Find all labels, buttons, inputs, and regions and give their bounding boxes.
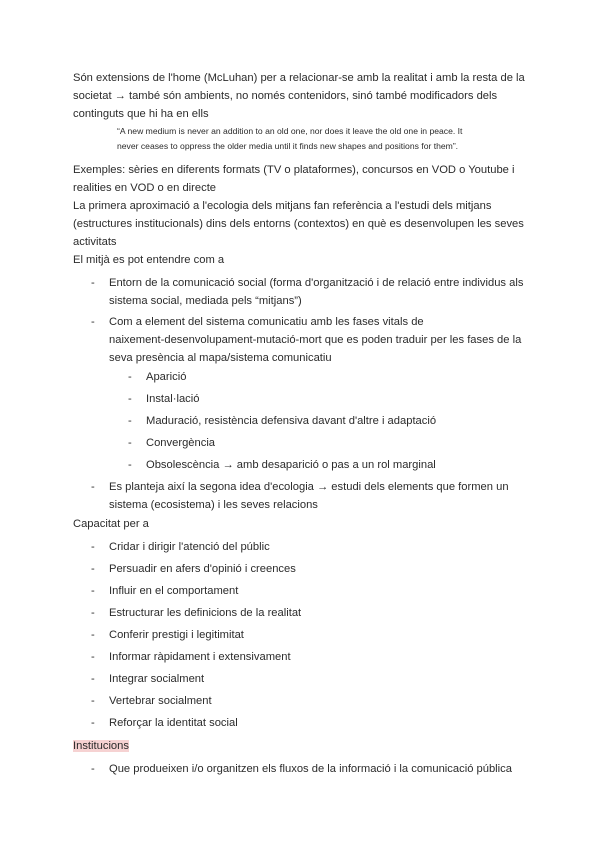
quote-line-2: never ceases to oppress the older media until it finds new shapes and positions for them”. (117, 141, 459, 151)
capacity-text: Conferir prestigi i legitimitat (109, 629, 244, 641)
examples-line-1: Exemples: sèries en diferents formats (TV o plataformes), concursos en VOD o Youtube i (73, 164, 515, 176)
understand-heading: El mitjà es pot entendre com a (73, 254, 225, 266)
understand-item-2-line-2: naixement-desenvolupament-mutació-mort que es poden traduir per les fases de la (109, 334, 522, 346)
quote-line-1: “A new medium is never an addition to an old one, nor does it leave the old one in peace. It (117, 126, 463, 136)
bullet-dash: - (128, 459, 132, 471)
bullet-dash: - (91, 316, 95, 328)
capacity-text: Estructurar les definicions de la realitat (109, 607, 302, 619)
phase-text: Maduració, resistència defensiva davant d'altre i adaptació (146, 415, 437, 427)
bullet-dash: - (128, 371, 132, 383)
capacity-heading: Capacitat per a (73, 518, 149, 530)
approach-line-1: La primera aproximació a l'ecologia dels mitjans fan referència a l'estudi dels mitjans (73, 200, 492, 212)
bullet-dash: - (128, 393, 132, 405)
phase-text: Convergència (146, 437, 216, 449)
examples-paragraph (73, 161, 533, 197)
capacity-text: Reforçar la identitat social (109, 717, 238, 729)
approach-paragraph (73, 197, 533, 251)
bullet-dash: - (91, 629, 95, 641)
bullet-dash: - (91, 481, 95, 493)
capacity-text: Cridar i dirigir l'atenció del públic (109, 541, 270, 553)
intro-line-1: Són extensions de l'home (McLuhan) per a relacionar-se amb la realitat i amb la resta de la (73, 72, 525, 84)
understand-item-3-line-1: Es planteja així la segona idea d'ecologia → estudi dels elements que formen un (109, 481, 509, 493)
bullet-dash: - (91, 607, 95, 619)
institutions-heading-text: Institucions (73, 740, 129, 752)
phase-text: Aparició (146, 371, 187, 383)
intro-paragraph (73, 69, 533, 123)
bullet-dash: - (91, 763, 95, 775)
bullet-dash: - (91, 673, 95, 685)
bullet-dash: - (91, 563, 95, 575)
bullet-dash: - (91, 695, 95, 707)
capacity-text: Informar ràpidament i extensivament (109, 651, 291, 663)
approach-line-2: (estructures institucionals) dins dels entorns (contextos) en què es desenvolupen les seves (73, 218, 524, 230)
understand-item-2-line-3: seva presència al mapa/sistema comunicatiu (109, 352, 332, 364)
bullet-dash: - (128, 437, 132, 449)
bullet-dash: - (91, 541, 95, 553)
capacity-text: Influir en el comportament (109, 585, 239, 597)
capacity-text: Persuadir en afers d'opinió i creences (109, 563, 296, 575)
bullet-dash: - (91, 277, 95, 289)
bullet-dash: - (91, 585, 95, 597)
capacity-text: Integrar socialment (109, 673, 205, 685)
bullet-dash: - (91, 717, 95, 729)
institutions-item-text: Que produeixen i/o organitzen els fluxos de la informació i la comunicació pública (109, 763, 512, 775)
bullet-dash: - (128, 415, 132, 427)
phase-text: Instal·lació (146, 393, 200, 405)
institutions-heading (73, 737, 129, 755)
capacity-text: Vertebrar socialment (109, 695, 212, 707)
approach-line-3: activitats (73, 236, 117, 248)
mcluhan-quote (117, 124, 530, 154)
understand-item-1-line-2: sistema social, mediada pels “mitjans”) (109, 295, 302, 307)
understand-item-1-line-1: Entorn de la comunicació social (forma d'organització i de relació entre individus als (109, 277, 524, 289)
understand-item-2-line-1: Com a element del sistema comunicatiu amb les fases vitals de (109, 316, 424, 328)
understand-item-3-line-2: sistema (ecosistema) i les seves relacions (109, 499, 318, 511)
bullet-dash: - (91, 651, 95, 663)
examples-line-2: realities en VOD o en directe (73, 182, 217, 194)
intro-line-3: continguts que hi ha en ells (73, 108, 209, 120)
phase-text: Obsolescència → amb desaparició o pas a un rol marginal (146, 459, 436, 471)
intro-line-2: societat → també són ambients, no només contenidors, sinó també modificadors dels (73, 90, 498, 102)
